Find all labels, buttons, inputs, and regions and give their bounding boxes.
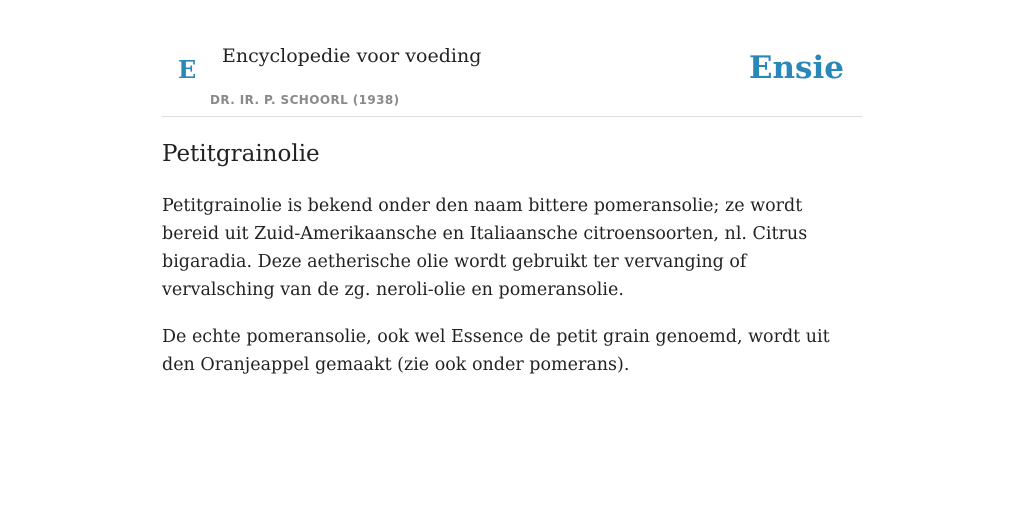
book-title[interactable]: Encyclopedie voor voeding (222, 45, 482, 67)
article (162, 138, 862, 379)
header (162, 40, 862, 117)
ensie-brand-logo[interactable]: Ensie (748, 50, 844, 86)
article-title: Petitgrainolie (162, 141, 320, 167)
article-paragraph: De echte pomeransolie, ook wel Essence de petit grain genoemd, wordt uit den Oranjeappel gemaakt (zie ook onder pomerans). (162, 327, 830, 375)
book-logo-letter[interactable]: E (178, 55, 197, 84)
article-paragraph: Petitgrainolie is bekend onder den naam bittere pomeransolie; ze wordt bereid uit Zuid-Amerikaansche en Italiaansche citroensoorten, nl. Citrus bigaradia. Deze aetherische olie wordt gebruikt ter vervanging of vervalsching van de zg. neroli-olie en pomeransolie. (162, 196, 808, 300)
author-line: DR. IR. P. SCHOORL (1938) (210, 93, 400, 107)
